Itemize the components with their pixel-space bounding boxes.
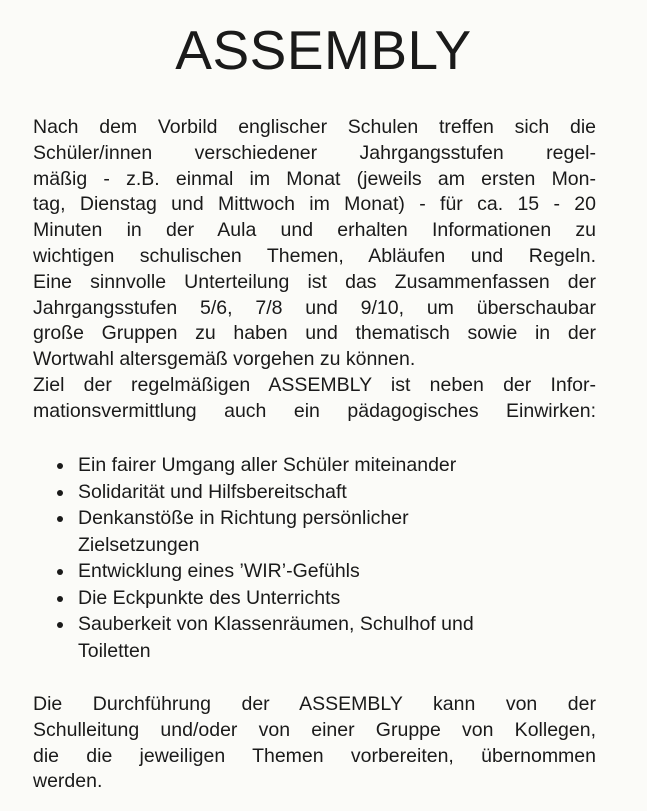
- closing-line: werden.: [33, 770, 103, 793]
- intro-line: Ziel der regelmäßigen ASSEMBLY ist neben der Infor-: [33, 374, 596, 396]
- closing-line: Schulleitung und/oder von einer Gruppe von Kollegen,: [33, 718, 596, 741]
- bullet-item: Zielsetzungen: [78, 533, 200, 556]
- intro-line: Schüler/innen verschiedener Jahrgangsstufen regel-: [33, 141, 596, 164]
- bullet-item: Entwicklung eines ’WIR’-Gefühls: [78, 560, 360, 582]
- intro-line: mäßig - z.B. einmal im Monat (jeweils am ersten Mon-: [33, 167, 596, 190]
- bullet-icon: [57, 569, 63, 575]
- bullet-icon: [57, 596, 63, 602]
- intro-line: große Gruppen zu haben und thematisch sowie in der: [33, 322, 596, 345]
- document-title: ASSEMBLY: [175, 19, 472, 81]
- bullet-icon: [57, 490, 63, 496]
- bullet-item: Toiletten: [78, 639, 151, 662]
- bullet-item: Denkanstöße in Richtung persönlicher: [78, 507, 409, 529]
- closing-line: die die jeweiligen Themen vorbereiten, übernommen: [33, 744, 596, 767]
- bullet-icon: [57, 463, 63, 469]
- bullet-icon: [57, 516, 63, 522]
- intro-line: mationsvermittlung auch ein pädagogisches Einwirken:: [33, 399, 596, 422]
- intro-line: wichtigen schulischen Themen, Abläufen und Regeln.: [33, 245, 596, 267]
- bullet-item: Sauberkeit von Klassenräumen, Schulhof und: [78, 613, 474, 635]
- closing-line: Die Durchführung der ASSEMBLY kann von der: [33, 693, 596, 715]
- bullet-item: Ein fairer Umgang aller Schüler miteinander: [78, 454, 457, 476]
- intro-line: Nach dem Vorbild englischer Schulen treffen sich die: [33, 116, 596, 138]
- bullet-item: Solidarität und Hilfsbereitschaft: [78, 480, 347, 503]
- bullet-item: Die Eckpunkte des Unterrichts: [78, 586, 341, 609]
- intro-line: Wortwahl altersgemäß vorgehen zu können.: [33, 348, 416, 371]
- intro-line: Jahrgangsstufen 5/6, 7/8 und 9/10, um überschaubar: [33, 296, 596, 319]
- intro-line: tag, Dienstag und Mittwoch im Monat) - für ca. 15 - 20: [33, 193, 596, 216]
- intro-line: Eine sinnvolle Unterteilung ist das Zusammenfassen der: [33, 270, 596, 293]
- bullet-icon: [57, 622, 63, 628]
- intro-line: Minuten in der Aula und erhalten Informationen zu: [33, 219, 596, 242]
